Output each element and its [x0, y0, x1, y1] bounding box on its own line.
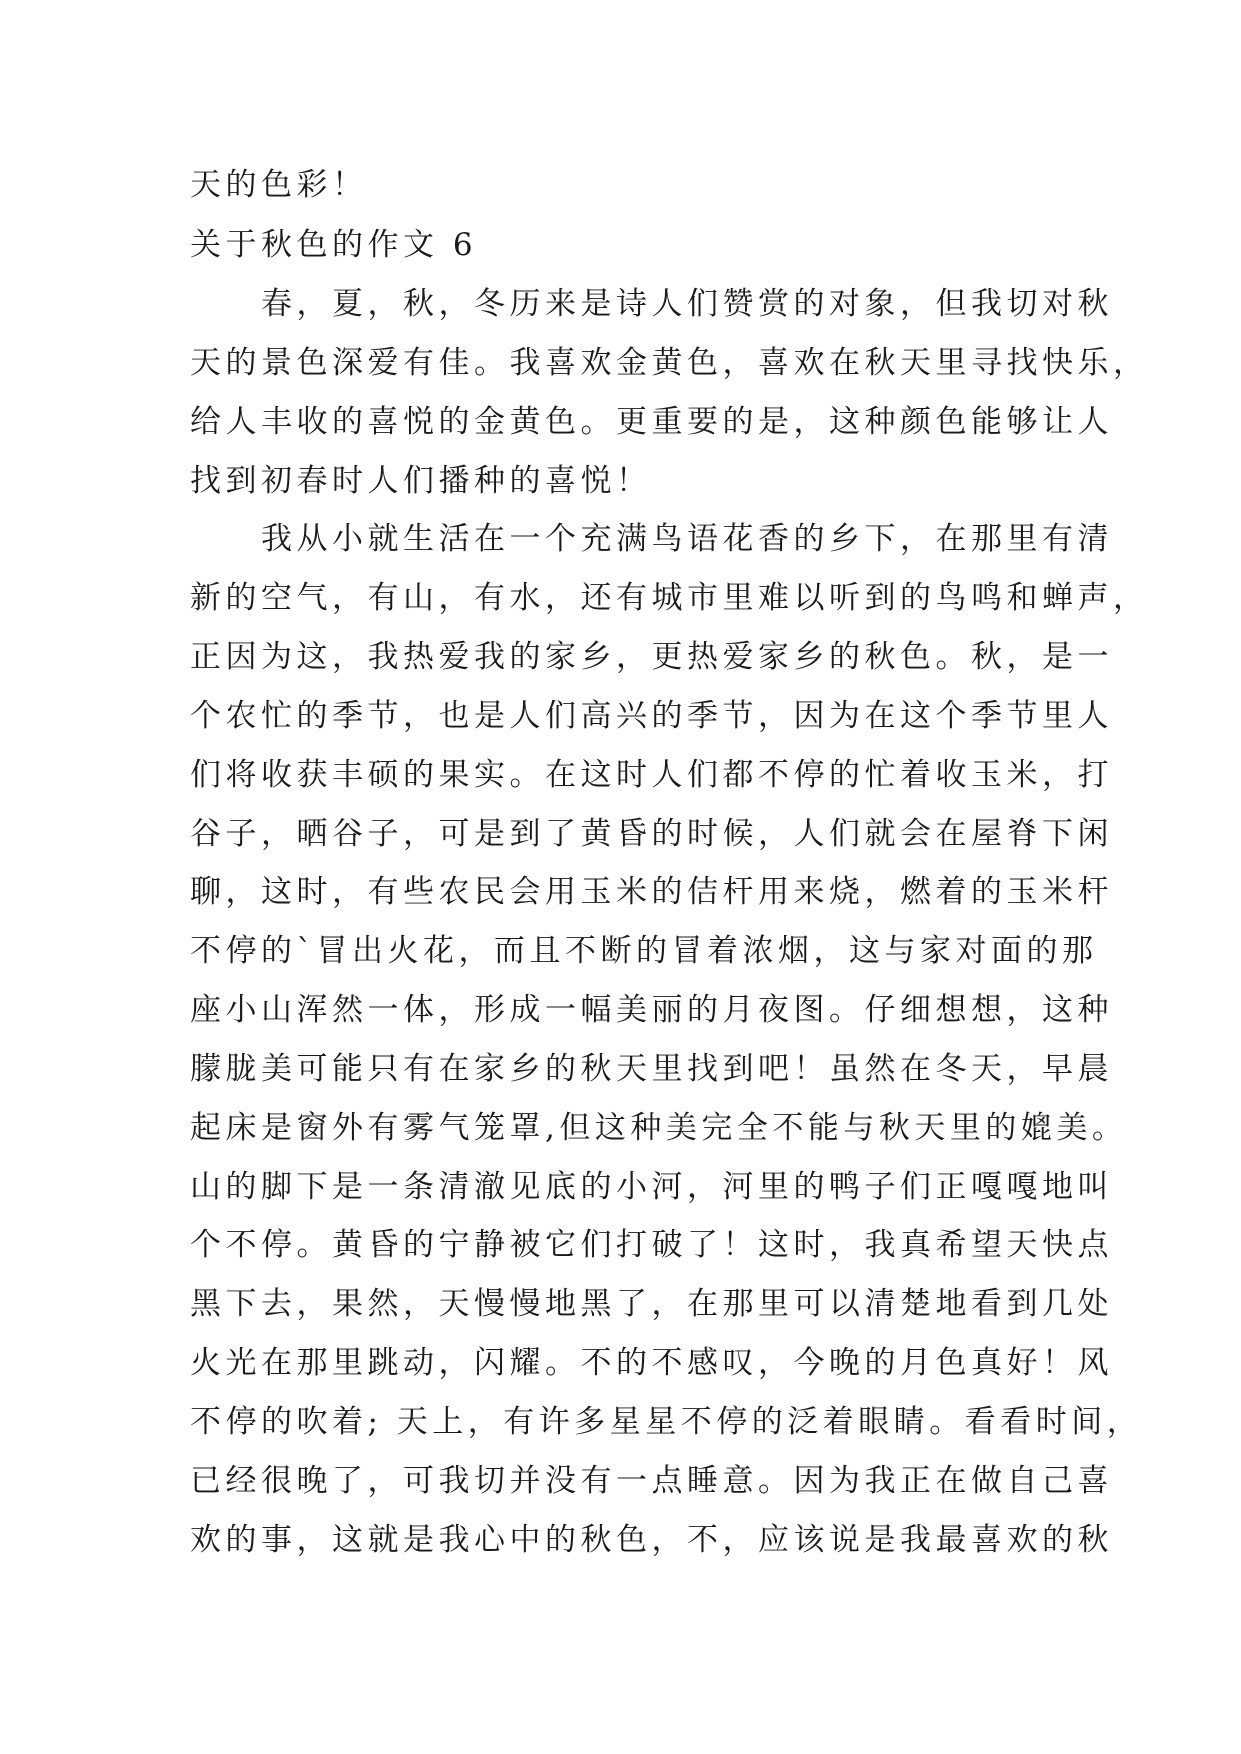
text-line: 朦胧美可能只有在家乡的秋天里找到吧！虽然在冬天，早晨 [190, 1051, 1113, 1087]
text-line: 给人丰收的喜悦的金黄色。更重要的是，这种颜色能够让人 [190, 404, 1113, 440]
text-line: 找到初春时人们播种的喜悦！ [190, 463, 652, 499]
text-line: 天的景色深爱有佳。我喜欢金黄色，喜欢在秋天里寻找快乐， [190, 345, 1149, 381]
text-line: 正因为这，我热爱我的家乡，更热爱家乡的秋色。秋，是一 [190, 639, 1113, 675]
text-line: 个农忙的季节，也是人们高兴的季节，因为在这个季节里人 [190, 698, 1113, 734]
text-line: 不停的吹着; 天上，有许多星星不停的泛着眼睛。看看时间， [190, 1404, 1143, 1440]
text-line: 欢的事，这就是我心中的秋色，不，应该说是我最喜欢的秋 [190, 1522, 1113, 1558]
text-line: 起床是窗外有雾气笼罩,但这种美完全不能与秋天里的媲美。 [190, 1110, 1128, 1146]
text-line: 不停的`冒出火花，而且不断的冒着浓烟，这与家对面的那 [190, 933, 1098, 969]
text-line: 黑下去，果然，天慢慢地黑了，在那里可以清楚地看到几处 [190, 1286, 1113, 1322]
text-line: 已经很晚了，可我切并没有一点睡意。因为我正在做自己喜 [190, 1463, 1113, 1499]
text-line: 山的脚下是一条清澈见底的小河，河里的鸭子们正嘎嘎地叫 [190, 1169, 1113, 1205]
text-line: 我从小就生活在一个充满鸟语花香的乡下，在那里有清 [190, 521, 1113, 557]
text-line: 座小山浑然一体，形成一幅美丽的月夜图。仔细想想，这种 [190, 992, 1113, 1028]
text-line: 们将收获丰硕的果实。在这时人们都不停的忙着收玉米，打 [190, 757, 1113, 793]
text-line: 春，夏，秋，冬历来是诗人们赞赏的对象，但我切对秋 [190, 286, 1113, 322]
text-line: 天的色彩！ [190, 167, 368, 203]
text-line: 新的空气，有山，有水，还有城市里难以听到的鸟鸣和蝉声， [190, 580, 1149, 616]
text-line: 火光在那里跳动，闪耀。不的不感叹，今晚的月色真好！风 [190, 1345, 1113, 1381]
text-line: 个不停。黄昏的宁静被它们打破了！这时，我真希望天快点 [190, 1227, 1113, 1263]
section-title: 关于秋色的作文 6 [190, 227, 478, 263]
text-line: 谷子，晒谷子，可是到了黄昏的时候，人们就会在屋脊下闲 [190, 816, 1113, 852]
text-line: 聊，这时，有些农民会用玉米的佶杆用来烧，燃着的玉米杆 [190, 874, 1113, 910]
